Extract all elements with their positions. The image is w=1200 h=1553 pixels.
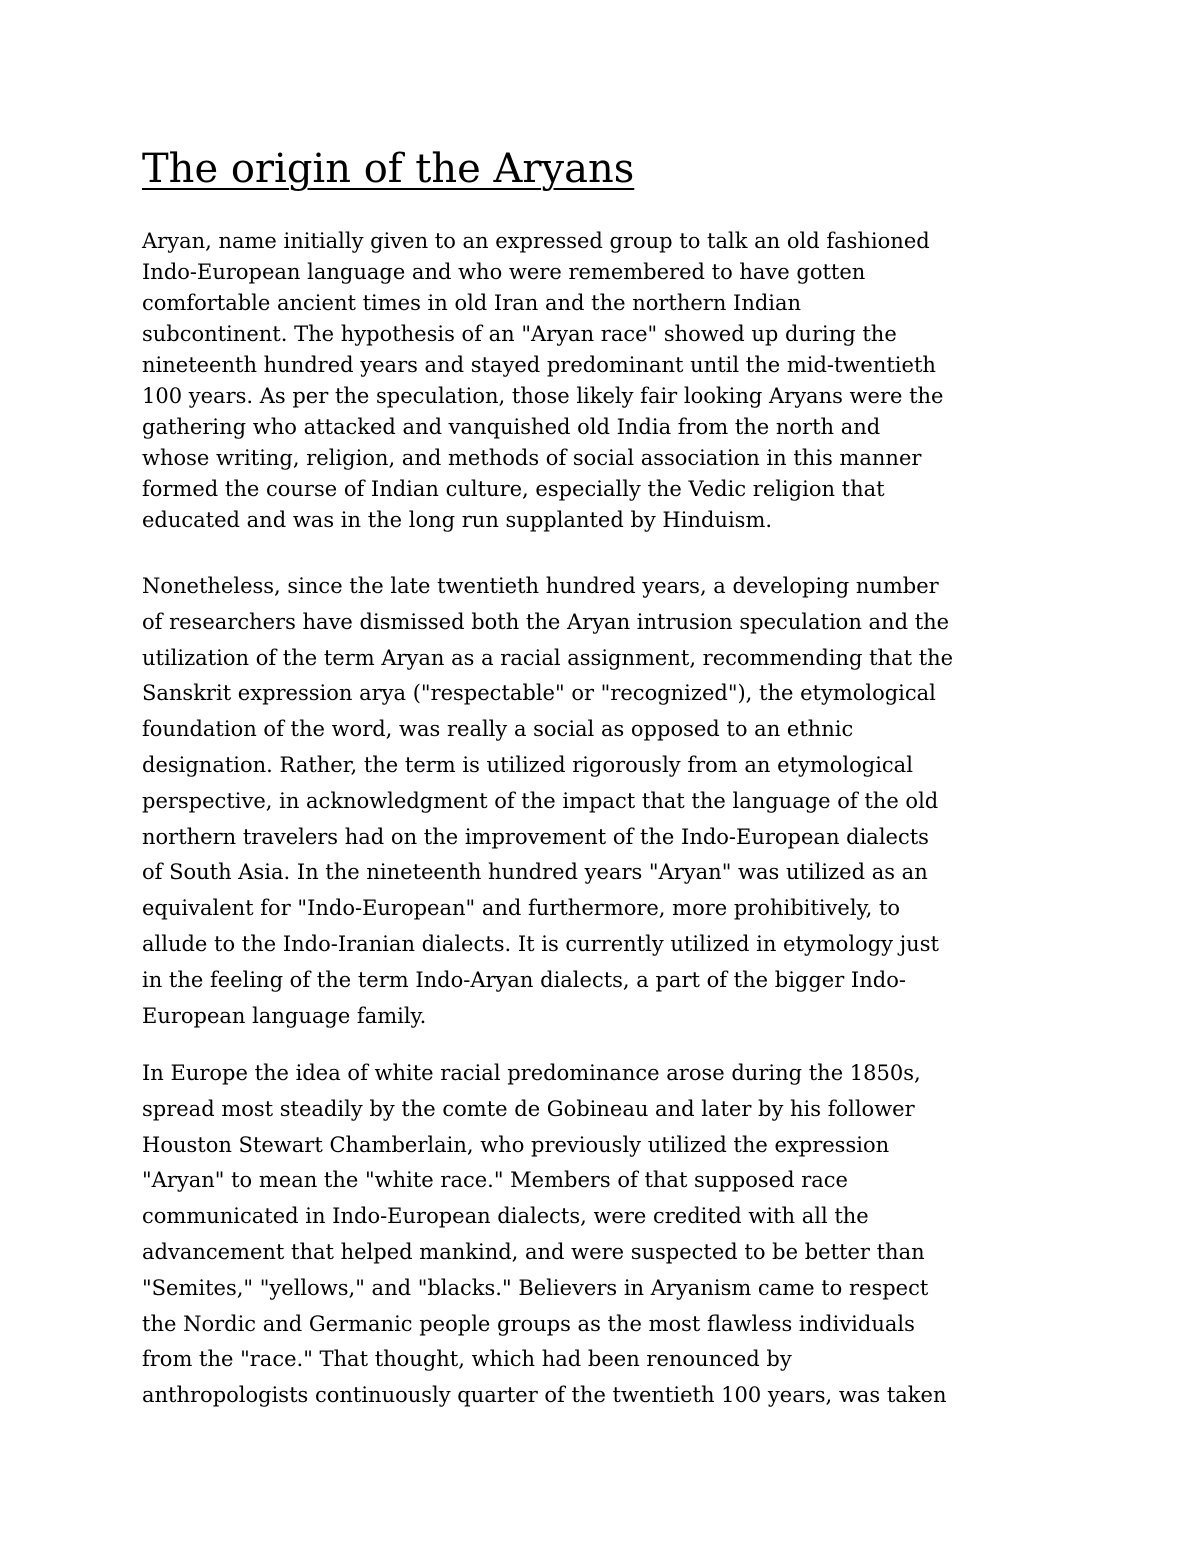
text-line: formed the course of Indian culture, especially the Vedic religion that: [142, 477, 885, 501]
text-line: "Aryan" to mean the "white race." Members of that supposed race: [142, 1168, 848, 1193]
text-line: spread most steadily by the comte de Gobineau and later by his follower: [142, 1096, 915, 1121]
text-line: gathering who attacked and vanquished old India from the north and: [142, 415, 881, 439]
text-line: "Semites," "yellows," and "blacks." Believers in Aryanism came to respect: [142, 1275, 929, 1300]
text-line: utilization of the term Aryan as a racial assignment, recommending that the: [142, 645, 954, 670]
text-line: communicated in Indo-European dialects, were credited with all the: [142, 1204, 869, 1229]
text-line: Aryan, name initially given to an expressed group to talk an old fashioned: [142, 229, 930, 253]
text-line: in the feeling of the term Indo-Aryan dialects, a part of the bigger Indo-: [142, 967, 906, 992]
text-line: Sanskrit expression arya ("respectable" or "recognized"), the etymological: [142, 681, 936, 706]
document-title: The origin of the Aryans: [142, 146, 635, 192]
text-line: designation. Rather, the term is utilized rigorously from an etymological: [142, 752, 913, 777]
text-line: whose writing, religion, and methods of social association in this manner: [142, 446, 922, 470]
text-line: subcontinent. The hypothesis of an "Aryan race" showed up during the: [142, 322, 897, 346]
text-line: of researchers have dismissed both the Aryan intrusion speculation and the: [142, 609, 950, 634]
text-line: allude to the Indo-Iranian dialects. It is currently utilized in etymology just: [142, 931, 939, 956]
text-line: of South Asia. In the nineteenth hundred years "Aryan" was utilized as an: [142, 860, 928, 885]
paragraph-3: [142, 1056, 946, 1414]
paragraph-1: [142, 226, 944, 536]
text-line: the Nordic and Germanic people groups as the most flawless individuals: [142, 1311, 915, 1336]
text-line: perspective, in acknowledgment of the impact that the language of the old: [142, 788, 939, 813]
text-line: comfortable ancient times in old Iran and the northern Indian: [142, 291, 802, 315]
text-line: equivalent for "Indo-European" and furthermore, more prohibitively, to: [142, 896, 901, 921]
text-line: Indo-European language and who were remembered to have gotten: [142, 260, 866, 284]
text-line: European language family.: [142, 1003, 427, 1028]
text-line: In Europe the idea of white racial predominance arose during the 1850s,: [142, 1061, 921, 1085]
text-line: Nonetheless, since the late twentieth hundred years, a developing number: [142, 574, 939, 598]
text-line: anthropologists continuously quarter of the twentieth 100 years, was taken: [142, 1383, 947, 1408]
text-line: northern travelers had on the improvement of the Indo-European dialects: [142, 824, 929, 849]
text-line: foundation of the word, was really a social as opposed to an ethnic: [142, 717, 854, 742]
paragraph-2: [142, 569, 953, 1034]
text-line: Houston Stewart Chamberlain, who previously utilized the expression: [142, 1132, 890, 1157]
text-line: 100 years. As per the speculation, those likely fair looking Aryans were the: [142, 384, 944, 408]
text-line: nineteenth hundred years and stayed predominant until the mid-twentieth: [142, 353, 936, 377]
text-line: advancement that helped mankind, and were suspected to be better than: [142, 1239, 925, 1264]
text-line: from the "race." That thought, which had been renounced by: [142, 1347, 792, 1372]
text-line: educated and was in the long run supplanted by Hinduism.: [142, 508, 773, 532]
